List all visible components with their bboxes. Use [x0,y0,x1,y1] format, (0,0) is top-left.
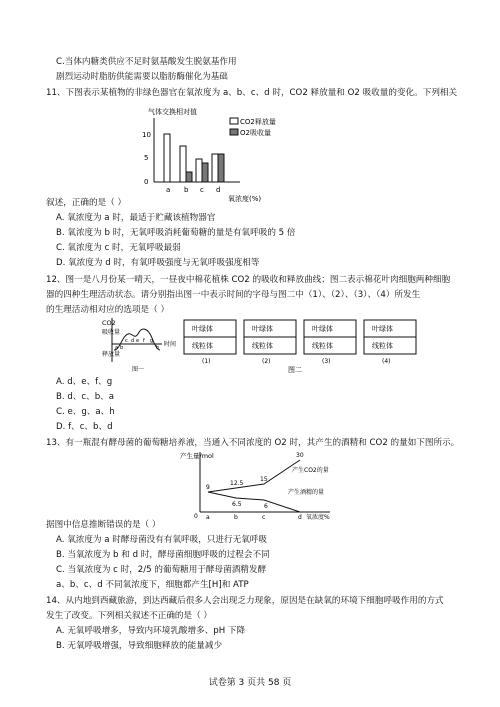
figure-13-line-chart [180,448,350,520]
panel-label: (3) [322,358,331,365]
figure-12 [100,316,430,374]
option-11-c: C. 氧浓度为 c 时，无氧呼吸最弱 [56,243,181,253]
text-line: 剧烈运动时脂肪供能需要以脂肪酶催化为基础 [56,72,228,82]
point-label: h [156,345,160,351]
point-label: f [143,338,145,344]
fig11-ytick: 5 [144,154,149,162]
question-13: 13、有一瓶混有酵母菌的葡萄糖培养液，当通入不同浓度的 O2 时，其产生的酒精和 CO2 的量如下图所示。 [46,438,460,448]
data-label: 30 [296,452,304,459]
point-label: e [136,338,140,344]
fig12-ylabel-mid: 吸收量 [102,329,121,336]
fig11-xlabel: 氧浓度(%) [228,195,262,203]
question-13-stem: 据图中信息推断错误的是（ ） [46,520,161,530]
option-13-a: A. 氧浓度为 a 时酵母菌没有有氧呼吸，只进行无氧呼吸 [56,535,267,545]
fig11-ytick: 0 [144,178,149,186]
legend-co2-swatch [230,118,238,124]
fig12-panel-3 [304,320,356,365]
panel-label: (2) [262,358,271,365]
organelle-label: 线粒体 [312,342,333,350]
bar-co2-c [196,159,202,182]
point-label: a [115,345,119,351]
option-12-c: C. e、g、a、h [56,407,115,417]
organelle-label: 叶绿体 [372,325,393,333]
fig13-ylabel: 产生量/mol [180,452,214,460]
fig12-panel-2 [244,320,296,365]
organelle-label: 线粒体 [372,342,393,350]
text-line: C.当体内糖类供应不足时氨基酸发生脱氨基作用 [56,57,237,67]
fig12-xlabel: 时间 [164,341,177,348]
alcohol-series-line [208,492,300,512]
fig13-zero: 0 [194,513,198,520]
organelle-label: 叶绿体 [252,325,273,333]
alcohol-series-label: 产生酒精的量 [288,489,325,496]
data-label: 9 [206,484,210,491]
option-12-a: A. d、e、f、g [56,377,113,387]
co2-series-label: 产生CO2的量 [292,467,329,474]
organelle-label: 线粒体 [192,342,213,350]
bar-co2-b [180,146,186,182]
question-11: 11、下图表示某植物的非绿色器官在氧浓度为 a、b、c、d 时，CO2 释放量和 O2 吸收量的变化。下列相关 [46,88,458,98]
question-12-line3: 的生理活动相对应的选项是（ ） [46,305,170,315]
fig12-caption1: 图一 [132,366,145,373]
fig12-ylabel-bot: 释放量 [102,351,121,358]
point-label: b [120,345,124,351]
x-tick: d [298,514,302,520]
fig12-caption2: 图二 [288,366,302,374]
organelle-label: 叶绿体 [192,325,213,333]
option-11-b: B. 氧浓度为 b 时，无氧呼吸消耗葡萄糖的量是有氧呼吸的 5 倍 [56,228,296,238]
question-11-stem: 叙述，正确的是（ ） [46,198,127,208]
bar-co2-d [212,154,218,182]
fig11-xtick: a [166,186,171,194]
fig11-xtick: d [216,186,221,194]
option-12-b: B. d、c、b、a [56,392,115,402]
option-11-d: D. 氧浓度为 d 时，有氧呼吸强度与无氧呼吸强度相等 [56,258,260,268]
bar-o2-b [186,172,192,182]
data-label: 6.5 [232,501,242,508]
fig11-xtick: b [184,186,189,194]
bar-o2-d [218,154,224,182]
question-14: 14、从内地到西藏旅游，到达西藏后很多人会出现乏力现象，原因是在缺氧的环境下细胞呼吸作用的方式 [46,596,444,606]
legend-o2: O2吸收量 [240,129,271,137]
fig12-ylabel-top: CO2 [102,319,116,327]
data-label: 15 [260,476,268,483]
option-13-b: B. 当氧浓度为 b 和 d 时，酵母菌细胞呼吸的过程会不同 [56,550,270,560]
page-footer: 试卷第 3 页共 58 页 [208,678,292,688]
x-tick: b [234,514,238,520]
option-12-d: D. f、c、b、d [56,422,113,432]
co2-series-line [208,460,300,492]
question-12: 12、图一是八月份某一晴天，一昼夜中棉花植株 CO2 的吸收和释放曲线；图二表示棉花叶肉细胞两种细胞 [46,275,451,285]
figure-11-bar-chart [140,104,290,204]
point-label: c [125,338,128,344]
x-tick: a [206,514,210,520]
option-14-a: A. 无氧呼吸增多，导致内环境乳酸增多、pH 下降 [56,626,246,636]
fig13-xlabel: 氧浓度% [306,514,330,520]
bar-co2-a [164,134,170,182]
legend-co2: CO2释放量 [240,118,276,126]
point-label: g [150,338,154,344]
panel-label: (1) [202,358,211,365]
fig11-ytick: 10 [142,131,151,139]
fig11-xtick: c [200,186,204,194]
organelle-label: 线粒体 [252,342,273,350]
option-13-d: a、b、c、d 不同氧浓度下，细胞都产生[H]和 ATP [56,580,249,590]
question-12-line2: 器的四种生理活动状态。请分别指出图一中表示时间的字母与图二中（1）、（2）、（3）、（4）所发生 [46,290,421,300]
data-label: 6 [264,503,268,510]
legend-o2-swatch [230,129,238,135]
option-11-a: A. 氧浓度为 a 时，最适于贮藏该植物器官 [56,213,216,223]
organelle-label: 叶绿体 [312,325,333,333]
fig11-ylabel: 气体交换相对值 [148,108,197,116]
panel-label: (4) [382,358,391,365]
question-14-line2: 发生了改变。下列相关叙述不正确的是（ ） [46,611,213,621]
x-tick: c [262,514,266,520]
fig12-panel-4 [364,320,416,365]
option-14-b: B. 无氧呼吸增强，导致细胞释放的能量减少 [56,641,223,651]
data-label: 12.5 [230,480,244,487]
point-label: d [131,338,135,344]
option-13-c: C. 当氧浓度为 c 时，2/5 的葡萄糖用于酵母菌酒精发酵 [56,565,267,575]
bar-o2-c [202,163,208,182]
fig12-panel-1 [184,320,236,365]
